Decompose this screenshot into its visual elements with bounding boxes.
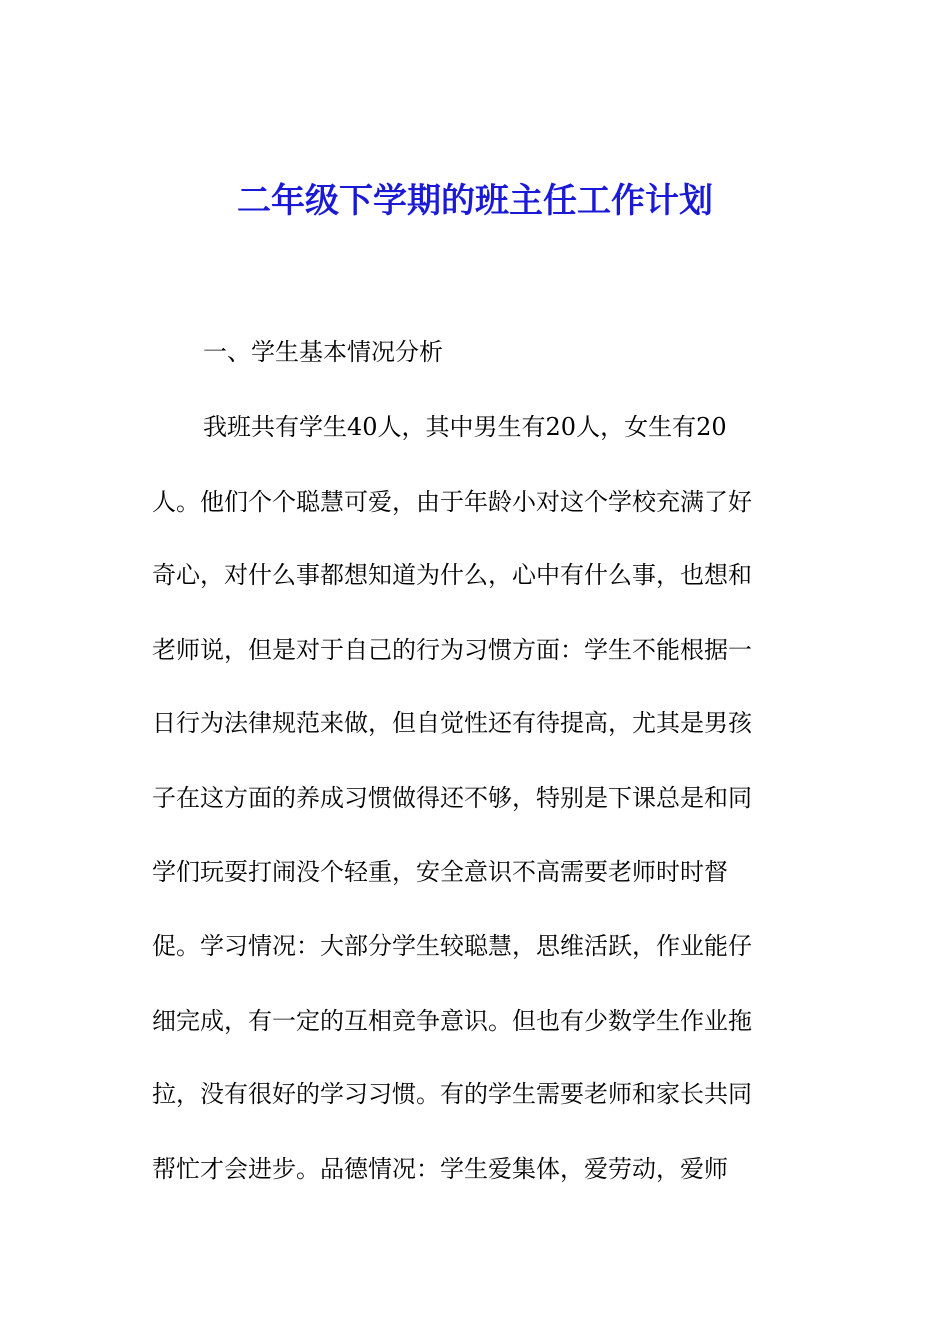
section-heading: 一、学生基本情况分析	[203, 338, 443, 366]
paragraph-line: 我班共有学生40人，其中男生有20人，女生有20	[203, 413, 727, 441]
paragraph-line: 拉，没有很好的学习习惯。有的学生需要老师和家长共同	[152, 1080, 752, 1108]
paragraph-line: 人。他们个个聪慧可爱，由于年龄小对这个学校充满了好	[152, 488, 752, 516]
paragraph-line: 子在这方面的养成习惯做得还不够，特别是下课总是和同	[152, 784, 752, 812]
paragraph-line: 老师说，但是对于自己的行为习惯方面：学生不能根据一	[152, 636, 752, 664]
paragraph-line: 帮忙才会进步。品德情况：学生爱集体，爱劳动，爱师	[152, 1155, 728, 1183]
paragraph-line: 学们玩耍打闹没个轻重，安全意识不高需要老师时时督	[152, 858, 728, 886]
paragraph-line: 细完成，有一定的互相竞争意识。但也有少数学生作业拖	[152, 1007, 752, 1035]
paragraph-line: 促。学习情况：大部分学生较聪慧，思维活跃，作业能仔	[152, 932, 752, 960]
paragraph-line: 日行为法律规范来做，但自觉性还有待提高，尤其是男孩	[152, 709, 752, 737]
paragraph-line: 奇心，对什么事都想知道为什么，心中有什么事，也想和	[152, 561, 752, 589]
document-title: 二年级下学期的班主任工作计划	[237, 181, 713, 221]
